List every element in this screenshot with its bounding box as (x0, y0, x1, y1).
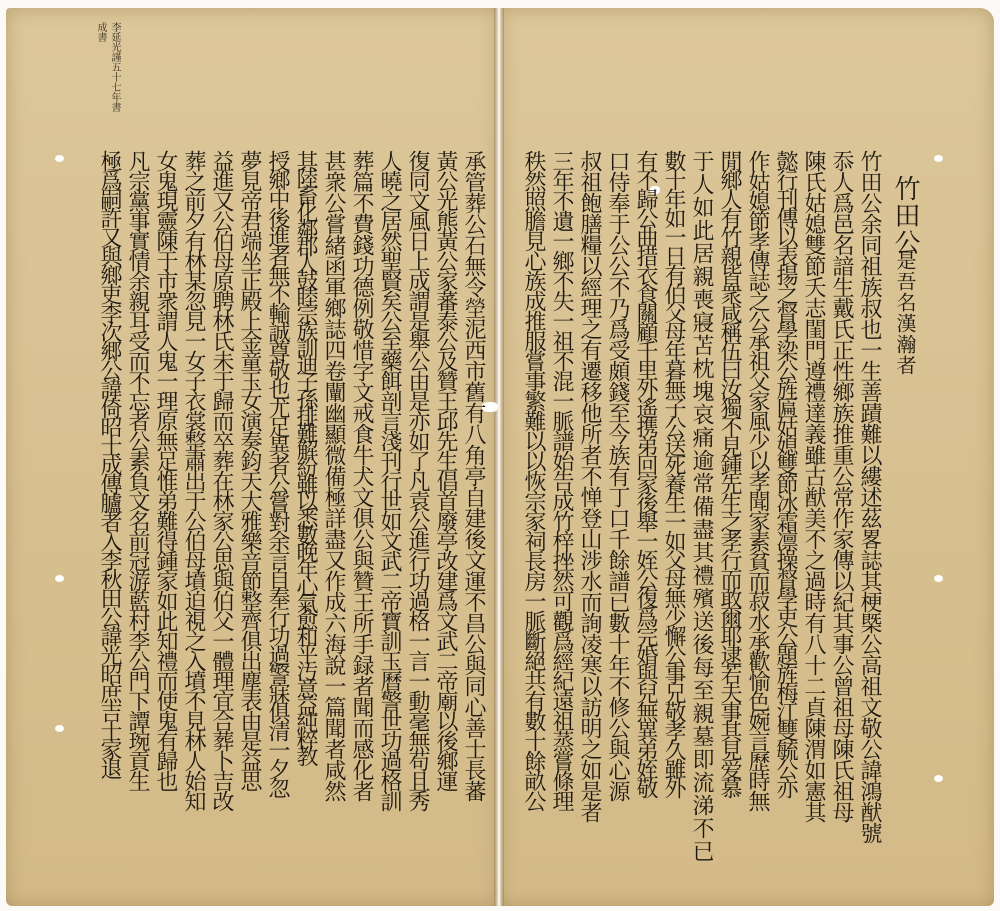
title-column: 竹田公 (890, 175, 920, 256)
colophon-note: 成書 (95, 22, 106, 42)
text-column: 其陸畜化鄰郡人鼓睦宗族訓迪子孫排難解紛雖以悉數晚年心氣愈和平汚意益純粹教 (293, 150, 318, 762)
text-column: 女鬼現靈陳于市衆謂人鬼一理原無足惟弟難得鍾家如此知禮而使鬼有歸也 (153, 150, 178, 790)
text-column: 忝人爲邑名諳生戴氏正性鄉族推重公常作家傳以紀其事公曾祖母陳氏祖母 (829, 150, 854, 822)
text-column: 黃公光熊黃公家蕃泰公及贊王邱先生倡首廢亭改建爲文武二帝廟以後鄉運 (433, 150, 458, 790)
text-column: 凡宗黨事實情余親耳受而不忘者公素負文名前冠游藍村李公門下譚琬貢生 (125, 150, 150, 790)
text-column: 極爲嗣許又與鄉吏李次郷公諱倚昭士成傳臚者入李秋田公諱光昭庶吉士家退 (97, 150, 122, 777)
binding-hole (934, 575, 943, 582)
text-column: 夢見帝君端坐正殿上金童玉女演奏鈞天大雅樂音節整齊俱出塵表由是益思 (237, 150, 262, 790)
text-column: 懿行刊傳以表揚之督學梁公旌匾姑媳雙節冰霜凛操督學吏公題旌梅江雙毓公亦 (773, 150, 798, 796)
text-column: 閒鄉人有竹親皆衆咸稱伍曰汝獨不見鍾先生之孝行而敢爾耶逮若夫事其見爱慕 (717, 150, 742, 796)
binding-hole (934, 155, 943, 162)
text-column: 三年不遺一鄉不失一祖不混一脈譜始告成竹梓挫然可觀爲經紀遠祖蒸嘗條理 (549, 150, 574, 810)
text-column: 于人如此居親喪寢苫枕塊哀痛逾常備盡其禮殯送後每至親墓即流涕不已 (689, 150, 714, 863)
text-column: 有不歸公曲措衣食關顧千里外遙携弟回家後舉一姪公復爲完婚與兒無異弟姪敬 (633, 150, 658, 796)
binding-hole (55, 155, 64, 162)
text-column: 作姑媳節孝傳誌之公承祖父家風少以孝聞家素貧而菽水承歡愉色婉言歷時無 (745, 150, 770, 810)
text-column: 竹田公余同祖族叔也一生善蹟難以縷述茲畧誌其梗槩公高祖文敬公諱鴻猷號 (857, 150, 882, 843)
text-column: 數十年如一日有伯父母年暮無子公送死養生一如父母無少懈公事兄敬孝久雖外 (661, 150, 686, 796)
text-column: 葬之前夕有林某忽見一女子衣裳整肅出于公伯母墳迫視之入墳不見林人始知 (181, 150, 206, 810)
text-column: 人曉之居然聖賢矣公至藥餌剖言淺刊行世如文武二帝寶訓玉曆警世功過格訓 (377, 150, 402, 810)
text-column: 承管葬公石無令塋泥西市舊有八角亭自建後文運不昌公與同心善士長蕃 (461, 150, 486, 801)
text-column: 授鄉中後進者無不輸誠尊敬也尤足異者公嘗對余言自奉行功過警寐俱清一夕忽 (265, 150, 290, 796)
text-column: 叔祖飽膳糧以經理之有遷移他所者不惮登山涉水而詢凌寒以訪明之如是者 (577, 150, 602, 822)
binding-hole (934, 775, 943, 782)
text-column: 葬篇不費錢功德例敬惜字文戒食牛犬文俱公與贊王所手録者聞而感化者 (349, 150, 374, 801)
text-column: 甚衆公嘗緒函軍鄉誌四卷闡幽顯微備極詳盡又作成六海說一篇聞者咸然 (321, 150, 346, 801)
text-column: 復同文風日上成謂是舉公由是亦如了凡袁公進行功過格一言一動毫無苟且秀 (405, 150, 430, 810)
binding-hole (55, 725, 64, 732)
author-line: 是吾名漢瀚者 (893, 250, 917, 376)
text-column: 益進又公伯母原聘林氏未于歸而卒葬在林家公思與伯父一體理宜合葬卜吉改 (209, 150, 234, 810)
book-fold (494, 8, 504, 906)
text-column: 陳氏姑媳雙節夭志閨門遵禮達義雖古猷美不之過時有八十二貞陳渭如憲其 (801, 150, 826, 822)
text-column: 口侍奉于公公不乃爲受頗錢至今族有丁口千餘譜已數十年不修公與心源 (605, 150, 630, 801)
text-column: 秩然照膽見心族成推服嘗事繁難以以恢宗家祠長房一脈斷絕共有數十餘畝公 (521, 150, 546, 810)
colophon-note: 李延光謹五十七年書 (109, 22, 120, 112)
binding-hole (55, 575, 64, 582)
